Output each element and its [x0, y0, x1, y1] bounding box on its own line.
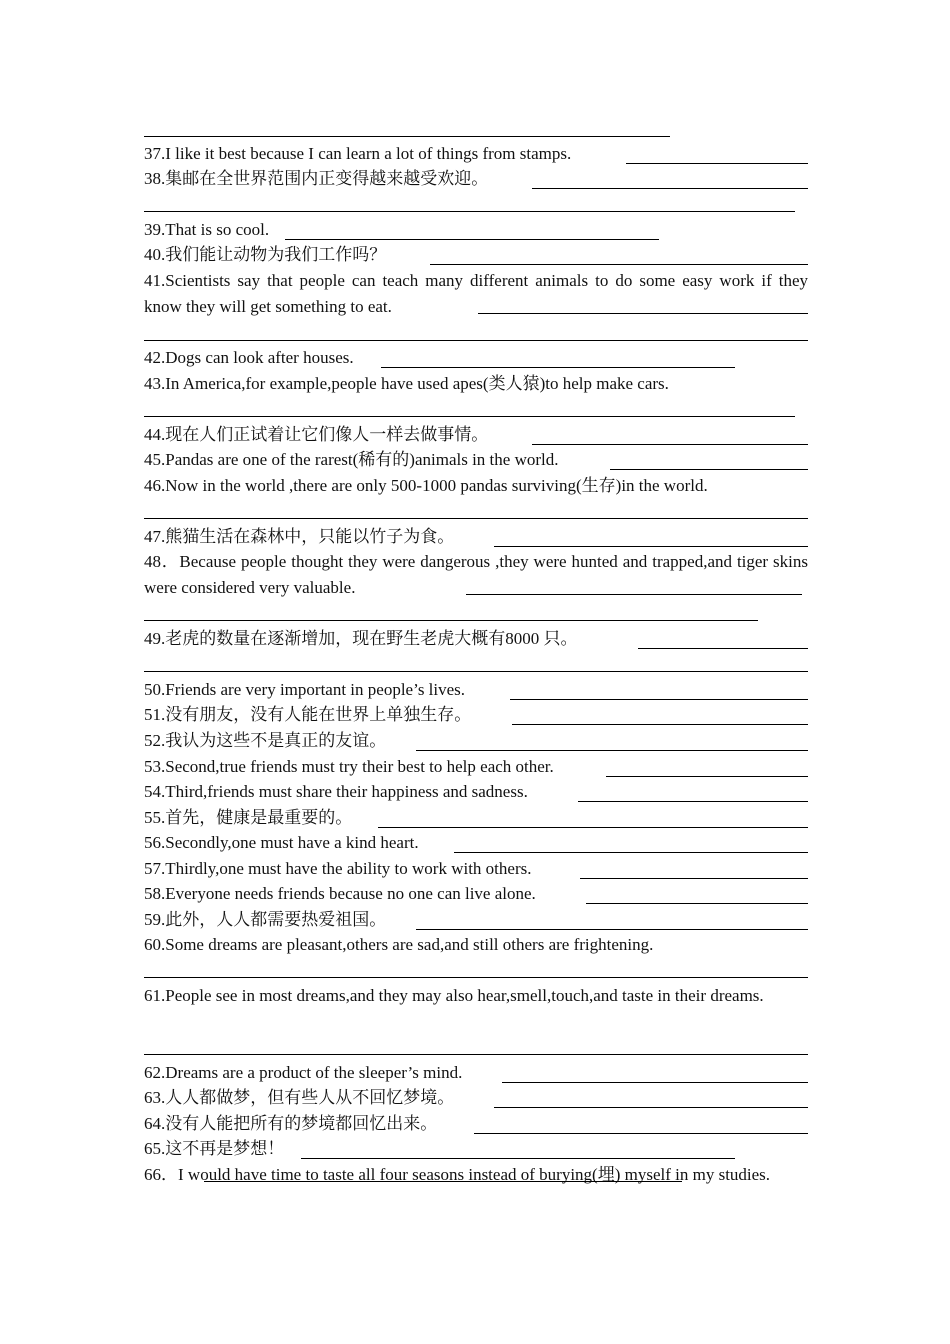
item-45	[144, 447, 808, 473]
item-text: 59.此外，人人都需要热爱祖国。	[144, 910, 387, 929]
item-55	[144, 805, 808, 831]
answer-blank[interactable]	[580, 878, 808, 879]
item-text: 41.Scientists say that people can teach many different animals to do some easy work if they know they will get something to eat.	[144, 271, 808, 316]
answer-blank[interactable]	[532, 444, 808, 445]
item-37	[144, 141, 808, 167]
item-41	[144, 268, 808, 320]
item-text: 51.没有朋友，没有人能在世界上单独生存。	[144, 705, 472, 724]
item-text: 63.人人都做梦，但有些人从不回忆梦境。	[144, 1088, 455, 1107]
item-text: 39.That is so cool.	[144, 220, 270, 239]
answer-blank[interactable]	[466, 594, 802, 595]
answer-line[interactable]	[144, 671, 808, 672]
answer-blank[interactable]	[381, 367, 735, 368]
item-47	[144, 524, 808, 550]
answer-blank[interactable]	[610, 469, 808, 470]
item-text: 42.Dogs can look after houses.	[144, 348, 354, 367]
item-38	[144, 166, 808, 192]
item-text: 55.首先，健康是最重要的。	[144, 808, 353, 827]
item-61	[144, 983, 808, 1009]
item-46	[144, 473, 808, 499]
item-58	[144, 881, 808, 907]
item-57	[144, 856, 808, 882]
answer-blank[interactable]	[606, 776, 808, 777]
item-text: 47.熊猫生活在森林中，只能以竹子为食。	[144, 527, 455, 546]
item-text: 56.Secondly,one must have a kind heart.	[144, 833, 419, 852]
answer-blank[interactable]	[502, 1082, 808, 1083]
item-64	[144, 1111, 808, 1137]
item-text: 38.集邮在全世界范围内正变得越来越受欢迎。	[144, 169, 489, 188]
item-text: 62.Dreams are a product of the sleeper’s mind.	[144, 1063, 463, 1082]
item-42	[144, 345, 808, 371]
item-text: 53.Second,true friends must try their best to help each other.	[144, 757, 554, 776]
answer-blank[interactable]	[204, 1181, 682, 1182]
item-56	[144, 830, 808, 856]
item-50	[144, 677, 808, 703]
item-66	[144, 1162, 808, 1188]
answer-blank[interactable]	[478, 313, 808, 314]
item-text: 37.I like it best because I can learn a lot of things from stamps.	[144, 144, 572, 163]
answer-blank[interactable]	[510, 699, 808, 700]
item-text: 65.这不再是梦想！	[144, 1139, 285, 1158]
item-43	[144, 371, 808, 397]
answer-line[interactable]	[144, 211, 795, 212]
item-63	[144, 1085, 808, 1111]
answer-blank[interactable]	[494, 546, 808, 547]
answer-blank[interactable]	[416, 929, 808, 930]
answer-blank[interactable]	[285, 239, 659, 240]
item-52	[144, 728, 808, 754]
answer-line[interactable]	[144, 136, 670, 137]
answer-line[interactable]	[144, 416, 795, 417]
answer-line[interactable]	[144, 1054, 808, 1055]
item-text: 43.In America,for example,people have used apes(类人猿)to help make cars.	[144, 374, 669, 393]
item-text: 66．I would have time to taste all four seasons instead of burying(埋) myself in my studies.	[144, 1165, 771, 1184]
item-48	[144, 549, 808, 601]
item-text: 54.Third,friends must share their happiness and sadness.	[144, 782, 528, 801]
item-44	[144, 422, 808, 448]
answer-line[interactable]	[144, 340, 808, 341]
item-text: 40.我们能让动物为我们工作吗？	[144, 245, 387, 264]
item-40	[144, 242, 808, 268]
item-65	[144, 1136, 808, 1162]
answer-blank[interactable]	[430, 264, 808, 265]
item-text: 52.我认为这些不是真正的友谊。	[144, 731, 387, 750]
item-text: 49.老虎的数量在逐渐增加，现在野生老虎大概有8000 只。	[144, 629, 578, 648]
item-51	[144, 702, 808, 728]
answer-line[interactable]	[144, 620, 758, 621]
answer-blank[interactable]	[301, 1158, 735, 1159]
item-text: 64.没有人能把所有的梦境都回忆出来。	[144, 1114, 438, 1133]
item-49	[144, 626, 808, 652]
answer-line[interactable]	[144, 977, 808, 978]
item-text: 58.Everyone needs friends because no one can live alone.	[144, 884, 536, 903]
item-59	[144, 907, 808, 933]
item-text: 60.Some dreams are pleasant,others are sad,and still others are frightening.	[144, 935, 654, 954]
item-text: 44.现在人们正试着让它们像人一样去做事情。	[144, 425, 489, 444]
item-39	[144, 217, 808, 243]
item-text: 57.Thirdly,one must have the ability to work with others.	[144, 859, 532, 878]
answer-blank[interactable]	[416, 750, 808, 751]
item-62	[144, 1060, 808, 1086]
answer-blank[interactable]	[378, 827, 808, 828]
answer-blank[interactable]	[454, 852, 808, 853]
answer-blank[interactable]	[638, 648, 808, 649]
item-text: 61.People see in most dreams,and they may also hear,smell,touch,and taste in their dreams.	[144, 986, 764, 1005]
item-53	[144, 754, 808, 780]
answer-blank[interactable]	[494, 1107, 808, 1108]
item-text: 50.Friends are very important in people’s lives.	[144, 680, 466, 699]
answer-blank[interactable]	[586, 903, 808, 904]
answer-line[interactable]	[144, 518, 808, 519]
item-text: 45.Pandas are one of the rarest(稀有的)animals in the world.	[144, 450, 559, 469]
item-text: 48．Because people thought they were dangerous ,they were hunted and trapped,and tiger skins were considered very valuable.	[144, 552, 808, 597]
answer-blank[interactable]	[626, 163, 808, 164]
answer-blank[interactable]	[512, 724, 808, 725]
item-54	[144, 779, 808, 805]
item-60	[144, 932, 808, 958]
answer-blank[interactable]	[532, 188, 808, 189]
item-text: 46.Now in the world ,there are only 500-1000 pandas surviving(生存)in the world.	[144, 476, 708, 495]
answer-blank[interactable]	[578, 801, 808, 802]
answer-blank[interactable]	[474, 1133, 808, 1134]
